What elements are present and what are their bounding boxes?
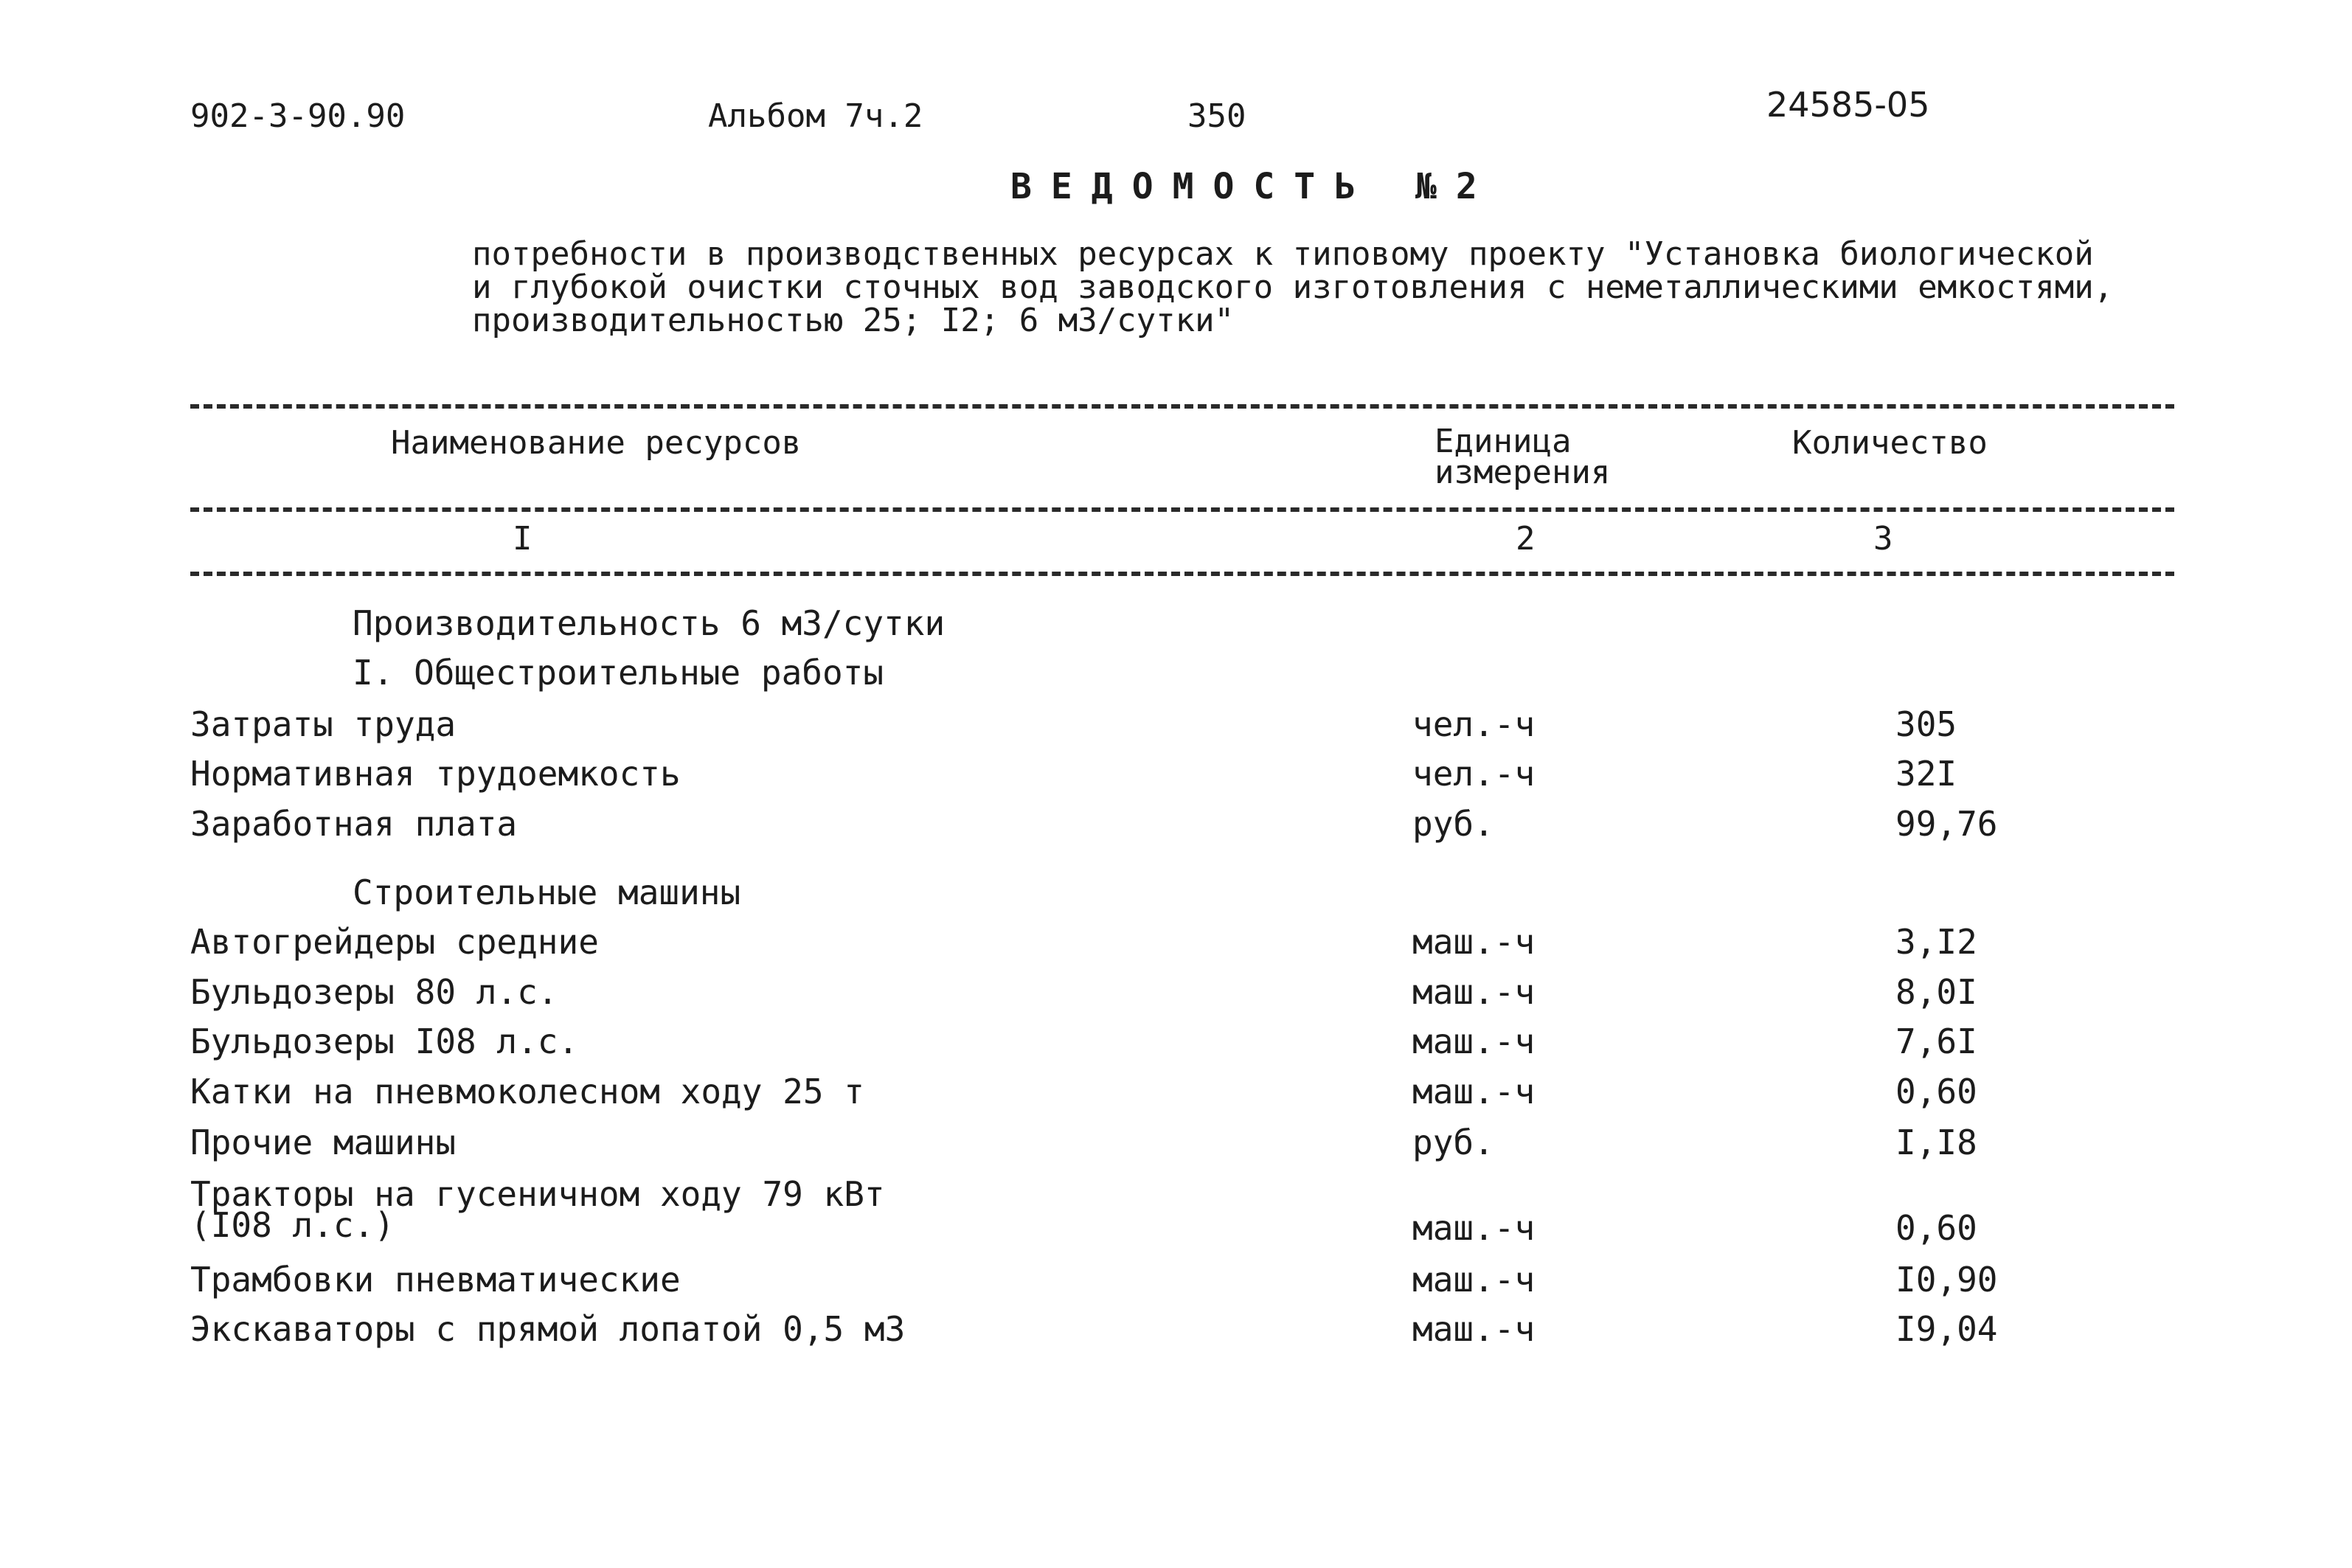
table-row-name: Заработная плата bbox=[190, 804, 518, 844]
table-row-unit: маш.-ч bbox=[1412, 1208, 1536, 1248]
table-row-qty: 99,76 bbox=[1895, 804, 1998, 844]
table-row-name: Затраты труда bbox=[190, 704, 457, 744]
table-row-name: Тракторы на гусеничном ходу 79 кВт (I08 л.с.) bbox=[190, 1174, 885, 1245]
column-header-unit: Единица измерения bbox=[1435, 423, 1611, 491]
table-row-name: Катки на пневмоколесном ходу 25 т bbox=[190, 1072, 864, 1111]
table-row-qty: 3,I2 bbox=[1895, 922, 1977, 962]
table-row-name: Бульдозеры 80 л.с. bbox=[190, 972, 558, 1012]
table-row-unit: маш.-ч bbox=[1412, 1260, 1536, 1300]
registration-number: 24585-05 bbox=[1766, 85, 1930, 125]
table-row-name: Нормативная трудоемкость bbox=[190, 754, 681, 794]
table-row-unit: маш.-ч bbox=[1412, 972, 1536, 1012]
table-row-qty: 0,60 bbox=[1895, 1208, 1977, 1248]
table-row-qty: 32I bbox=[1895, 754, 1957, 794]
table-row-name: Автогрейдеры средние bbox=[190, 922, 599, 962]
column-header-quantity: Количество bbox=[1792, 424, 1988, 462]
table-row-qty: 0,60 bbox=[1895, 1072, 1977, 1111]
table-row-qty: 305 bbox=[1895, 704, 1957, 744]
table-row-qty: I9,04 bbox=[1895, 1309, 1998, 1349]
table-row-unit: маш.-ч bbox=[1412, 922, 1536, 962]
section-machines: Строительные машины bbox=[353, 873, 741, 912]
table-row-unit: чел.-ч bbox=[1412, 704, 1536, 744]
table-row-unit: руб. bbox=[1412, 1123, 1494, 1162]
table-top-rule bbox=[190, 404, 2174, 409]
section-general-works: I. Общестроительные работы bbox=[353, 653, 884, 693]
column-header-name: Наименование ресурсов bbox=[391, 424, 802, 462]
table-row-qty: 8,0I bbox=[1895, 972, 1977, 1012]
document-code: 902-3-90.90 bbox=[190, 97, 406, 135]
table-numbers-rule bbox=[190, 572, 2174, 576]
document-subtitle: потребности в производственных ресурсах к типовому проекту "Установка биологической и глубокой очистки сточных вод заводского изготовления с неметаллическими емкостями, производительностью 25; I2; 6 м3/сутки" bbox=[472, 235, 2114, 339]
table-row-name: Прочие машины bbox=[190, 1123, 457, 1162]
document-title: ВЕДОМОСТЬ №2 bbox=[1010, 166, 1496, 207]
table-row-qty: 7,6I bbox=[1895, 1021, 1977, 1061]
table-row-unit: маш.-ч bbox=[1412, 1021, 1536, 1061]
page-number: 350 bbox=[1187, 97, 1246, 135]
table-row-qty: I0,90 bbox=[1895, 1260, 1998, 1300]
table-row-name: Экскаваторы с прямой лопатой 0,5 м3 bbox=[190, 1309, 906, 1349]
column-number-1: I bbox=[513, 520, 533, 558]
column-number-2: 2 bbox=[1516, 520, 1536, 558]
table-row-qty: I,I8 bbox=[1895, 1123, 1977, 1162]
table-row-unit: чел.-ч bbox=[1412, 754, 1536, 794]
table-header-rule bbox=[190, 507, 2174, 512]
table-row-unit: маш.-ч bbox=[1412, 1309, 1536, 1349]
table-row-unit: руб. bbox=[1412, 804, 1494, 844]
section-capacity: Производительность 6 м3/сутки bbox=[353, 603, 946, 643]
album-label: Альбом 7ч.2 bbox=[708, 97, 923, 135]
table-row-name: Трамбовки пневматические bbox=[190, 1260, 681, 1300]
table-row-unit: маш.-ч bbox=[1412, 1072, 1536, 1111]
table-row-name: Бульдозеры I08 л.с. bbox=[190, 1021, 579, 1061]
column-number-3: 3 bbox=[1873, 520, 1893, 558]
